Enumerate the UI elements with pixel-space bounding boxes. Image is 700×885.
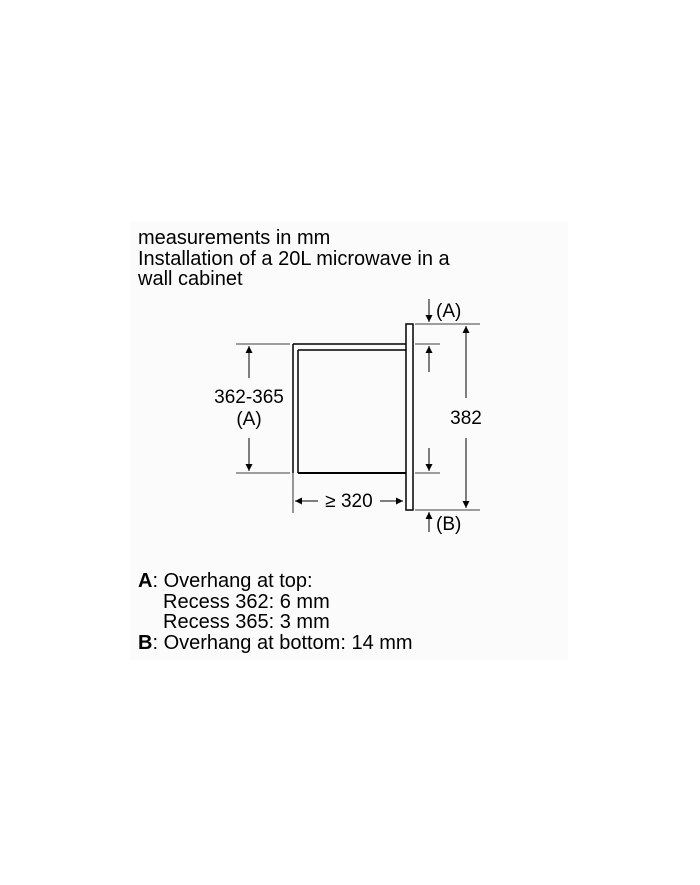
legend-a-recess-365: Recess 365: 3 mm xyxy=(163,611,330,633)
legend-b xyxy=(138,633,413,654)
legend-b-key: B xyxy=(138,631,153,654)
bottom-overhang-ref: (B) xyxy=(436,514,462,535)
legend-a-key: A xyxy=(138,570,153,592)
legend-a xyxy=(138,571,413,592)
recess-height-dimension xyxy=(214,344,290,473)
header-title-line1: Installation of a 20L microwave in a xyxy=(138,247,450,270)
recess-height-label: 362-365 xyxy=(214,387,284,408)
depth-dimension xyxy=(295,491,403,512)
bottom-overhang-arrows xyxy=(415,448,480,535)
depth-label: ≥ 320 xyxy=(325,491,373,512)
recess-height-ref: (A) xyxy=(236,409,262,430)
legend xyxy=(138,571,413,653)
header-units: measurements in mm xyxy=(138,227,331,249)
total-height-label: 382 xyxy=(450,408,482,429)
cabinet-recess xyxy=(293,344,406,513)
total-height-dimension xyxy=(450,326,482,508)
top-overhang-ref: (A) xyxy=(436,301,462,322)
front-frame xyxy=(406,324,413,510)
legend-a-recess-362: Recess 362: 6 mm xyxy=(163,590,330,613)
legend-b-text: : Overhang at bottom: 14 mm xyxy=(152,631,413,654)
legend-a-text: : Overhang at top: xyxy=(152,570,313,592)
top-overhang-arrows xyxy=(415,299,480,372)
header-title-line2: wall cabinet xyxy=(138,268,243,290)
